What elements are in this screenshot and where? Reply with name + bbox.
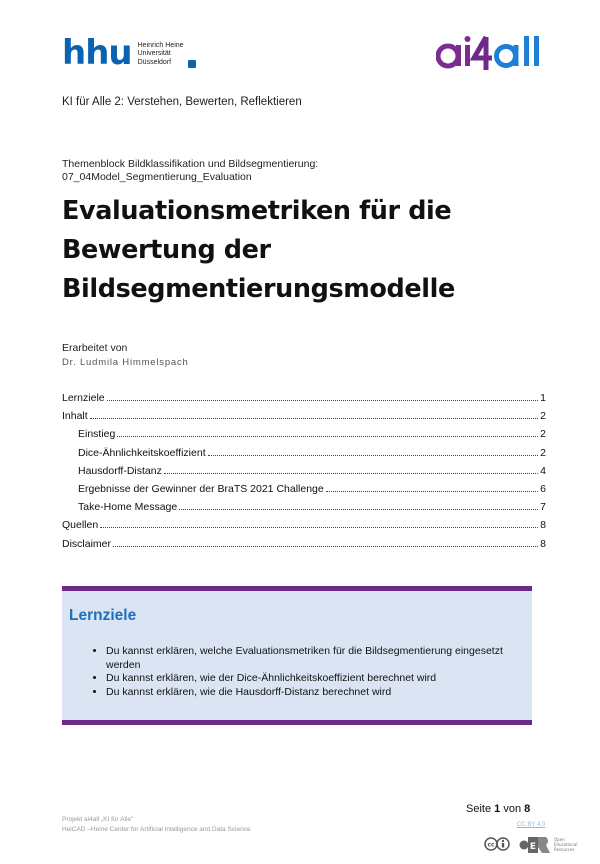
title-line: Bewertung der xyxy=(62,235,271,265)
learning-goal-item: • Du kannst erklären, welche Evaluationsmetriken für die Bildsegmentierung eingesetzt werden xyxy=(106,645,536,672)
svg-text:E: E xyxy=(529,842,537,852)
theme-block xyxy=(62,158,318,184)
toc-entry-quellen[interactable]: Quellen 8 xyxy=(62,519,546,532)
toc-entry-inhalt[interactable]: Inhalt 2 xyxy=(62,410,546,423)
svg-text:Resources: Resources xyxy=(554,847,575,852)
author-label: Erarbeitet von xyxy=(62,342,128,354)
svg-text:cc: cc xyxy=(487,841,495,849)
hhu-wordmark: hhu xyxy=(62,33,132,73)
learning-goals-bottom-border xyxy=(62,720,532,725)
toc-entry-lernziele[interactable]: Lernziele 1 xyxy=(62,392,546,404)
cc-by-icon xyxy=(484,833,510,855)
learning-goals-heading: Lernziele xyxy=(69,607,137,624)
author-name: Dr. Ludmila Himmelspach xyxy=(62,357,189,368)
oer-logo xyxy=(518,833,580,857)
document-title xyxy=(62,192,542,309)
hhu-square-icon xyxy=(188,60,196,68)
footer-project: Projekt ai4all „KI für Alle" xyxy=(62,816,134,823)
svg-text:Open: Open xyxy=(554,837,565,842)
page-number: Seite 1 von 8 xyxy=(466,803,531,815)
learning-goals-list xyxy=(84,645,536,699)
title-line: Evaluationsmetriken für die xyxy=(62,196,452,226)
title-line: Bildsegmentierungsmodelle xyxy=(62,274,455,304)
learning-goal-item: • Du kannst erklären, wie die Hausdorff-Distanz berechnet wird xyxy=(106,686,536,700)
toc-entry-brats[interactable]: Ergebnisse der Gewinner der BraTS 2021 Challenge 6 xyxy=(78,482,546,495)
toc-entry-take-home[interactable]: Take-Home Message 7 xyxy=(78,501,546,514)
license-link[interactable]: CC BY 4.0 xyxy=(517,822,546,828)
theme-block-line: Themenblock Bildklassifikation und Bildsegmentierung: xyxy=(62,158,319,170)
course-title: KI für Alle 2: Verstehen, Bewerten, Reflektieren xyxy=(62,96,302,108)
module-id: 07_04Model_Segmentierung_Evaluation xyxy=(62,171,252,183)
hhu-subtitle: Heinrich Heine Universität Düsseldorf xyxy=(137,41,184,66)
table-of-contents xyxy=(62,392,546,556)
hhu-logo xyxy=(62,33,196,73)
learning-goal-item: • Du kannst erklären, wie der Dice-Ähnlichkeitskoeffizient berechnet wird xyxy=(106,672,536,686)
toc-entry-hausdorff[interactable]: Hausdorff-Distanz 4 xyxy=(78,464,546,477)
footer-institute: HeiCAD –Heine Center for Artificial Intelligence and Data Science xyxy=(62,826,251,833)
ai4all-logo xyxy=(436,34,546,74)
toc-entry-einstieg[interactable]: Einstieg 2 xyxy=(78,428,546,441)
learning-goals-top-border xyxy=(62,586,532,591)
toc-entry-dice[interactable]: Dice-Ähnlichkeitskoeffizient 2 xyxy=(78,446,546,459)
svg-text:Educational: Educational xyxy=(554,842,578,847)
toc-entry-disclaimer[interactable]: Disclaimer 8 xyxy=(62,537,546,550)
